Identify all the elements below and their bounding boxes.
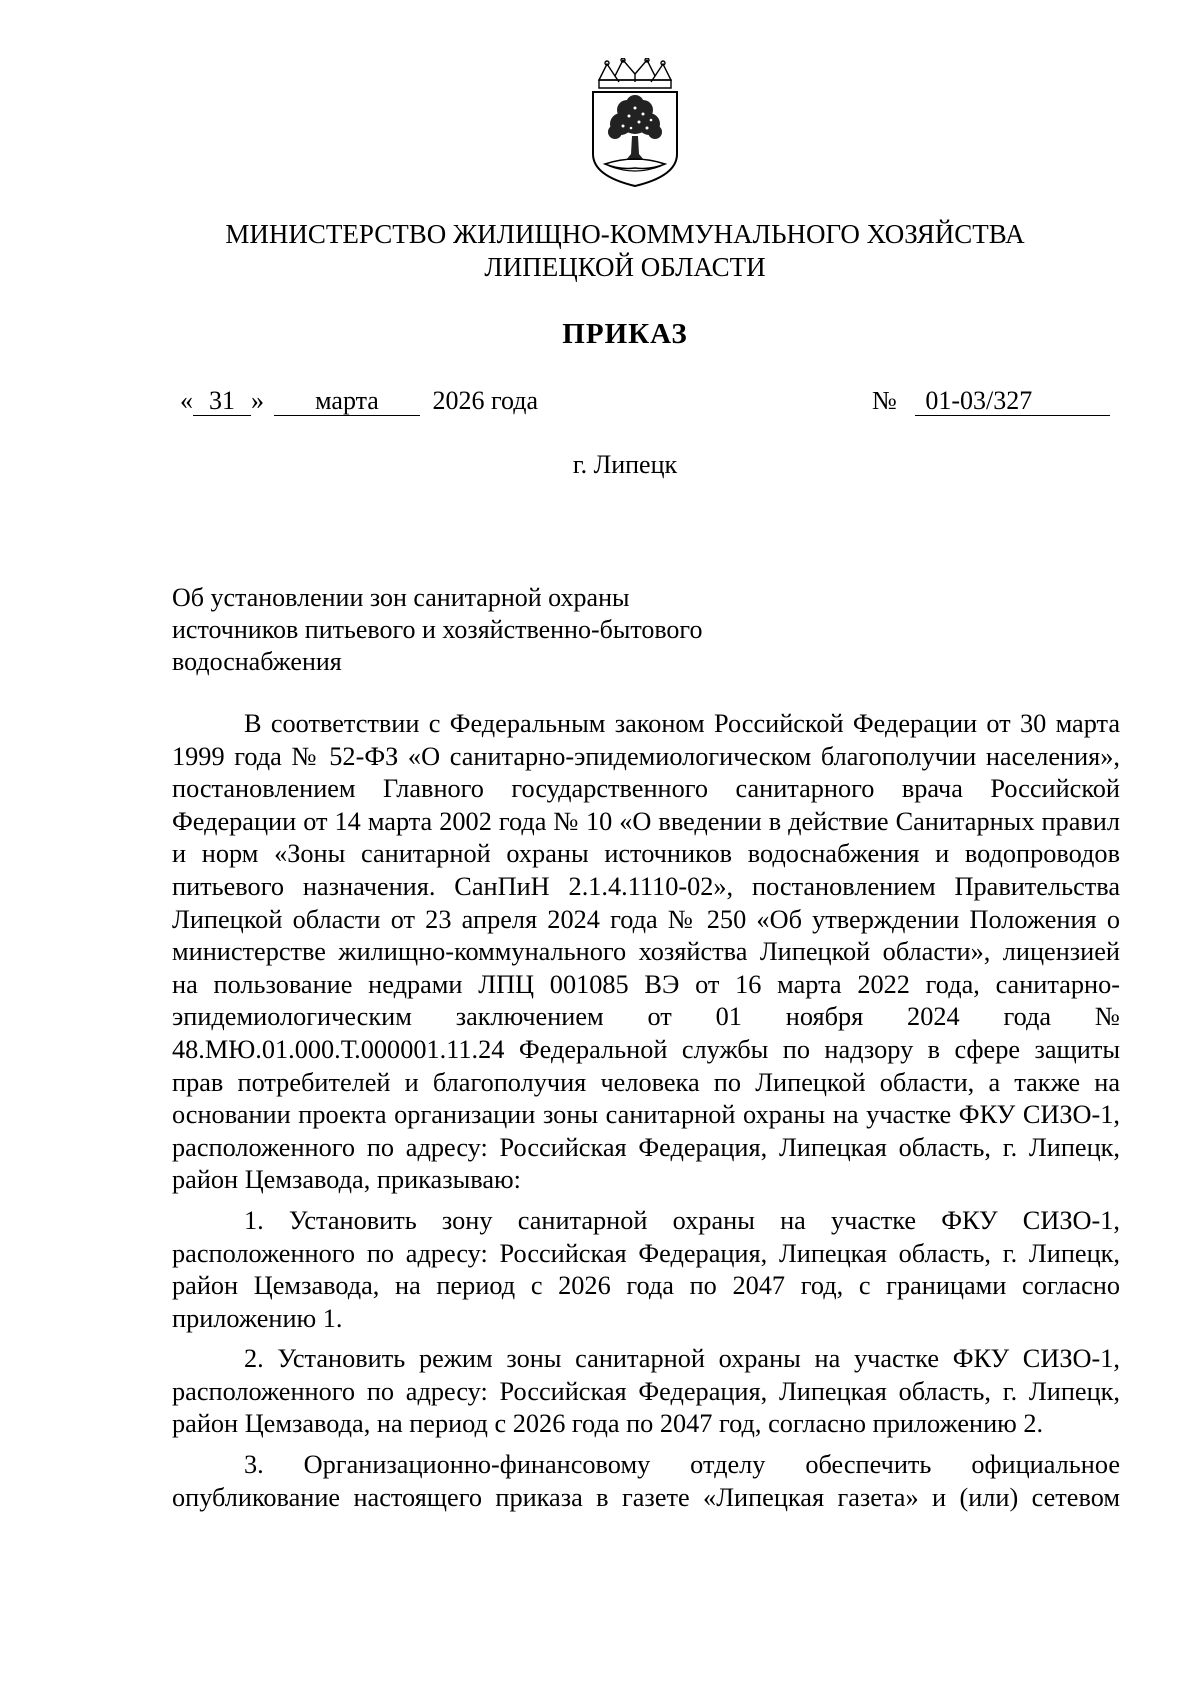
document-number (872, 385, 1110, 417)
document-city: г. Липецк (572, 450, 678, 479)
date-month: марта (274, 387, 420, 416)
order-item-3: 3. Организационно-финансовому отделу обеспечить официальное опубликование настоящего приказа в газете «Липецкая газета» и (или) сетевом (172, 1450, 1120, 1512)
order-item-1: 1. Установить зону санитарной охраны на участке ФКУ СИЗО-1, расположенного по адресу: Российская Федерация, Липецкая область, г. Липецк, район Цемзавода, на период с 2026 года по 2047 год, с границами согласно приложению 1. (172, 1205, 1120, 1333)
ministry-name-line-2: ЛИПЕЦКОЙ ОБЛАСТИ (484, 252, 766, 282)
document-type-title: ПРИКАЗ (562, 318, 688, 350)
date-year: 2026 года (432, 386, 539, 415)
order-item-2: 2. Установить режим зоны санитарной охраны на участке ФКУ СИЗО-1, расположенного по адресу: Российская Федерация, Липецкая область, г. Липецк, район Цемзавода, на период с 2026 года по 2047 год, согласно приложению 2. (172, 1344, 1120, 1439)
ministry-name-line-1: МИНИСТЕРСТВО ЖИЛИЩНО-КОММУНАЛЬНОГО ХОЗЯЙСТВА (225, 219, 1025, 249)
document-body (172, 708, 1120, 1514)
subject-line-1: Об установлении зон санитарной охраны (172, 583, 630, 612)
coat-of-arms-emblem (585, 58, 685, 188)
document-date (180, 385, 538, 417)
number-value: 01-03/327 (915, 387, 1110, 416)
number-sign: № (872, 386, 897, 415)
document-subject (172, 582, 772, 678)
date-open-quote: « (180, 386, 193, 415)
subject-line-2: источников питьевого и хозяйственно-бытового (172, 615, 703, 644)
date-day: 31 (193, 387, 251, 416)
date-close-quote: » (251, 386, 264, 415)
preamble-paragraph: В соответствии с Федеральным законом Российской Федерации от 30 марта 1999 года № 52-ФЗ «О санитарно-эпидемиологическом благополучии населения», постановлением Главного государственного санитарного врача Российской Федерации от 14 марта 2002 года № 10 «О введении в действие Санитарных правил и норм «Зоны санитарной охраны источников водоснабжения и водопроводов питьевого назначения. СанПиН 2.1.4.1110-02», постановлением Правительства Липецкой области от 23 апреля 2024 года № 250 «Об утверждении Положения о министерстве жилищно-коммунального хозяйства Липецкой области», лицензией на пользование недрами ЛПЦ 001085 ВЭ от 16 марта 2022 года, санитарно-эпидемиологическим заключением от 01 ноября 2024 года № 48.МЮ.01.000.Т.000001.11.24 Федеральной службы по надзору в сфере защиты прав потребителей и благополучия человека по Липецкой области, а также на основании проекта организации зоны санитарной охраны на участке ФКУ СИЗО-1, расположенного по адресу: Российская Федерация, Липецкая область, г. Липецк, район Цемзавода, приказываю: (172, 709, 1120, 1195)
subject-line-3: водоснабжения (172, 647, 342, 676)
